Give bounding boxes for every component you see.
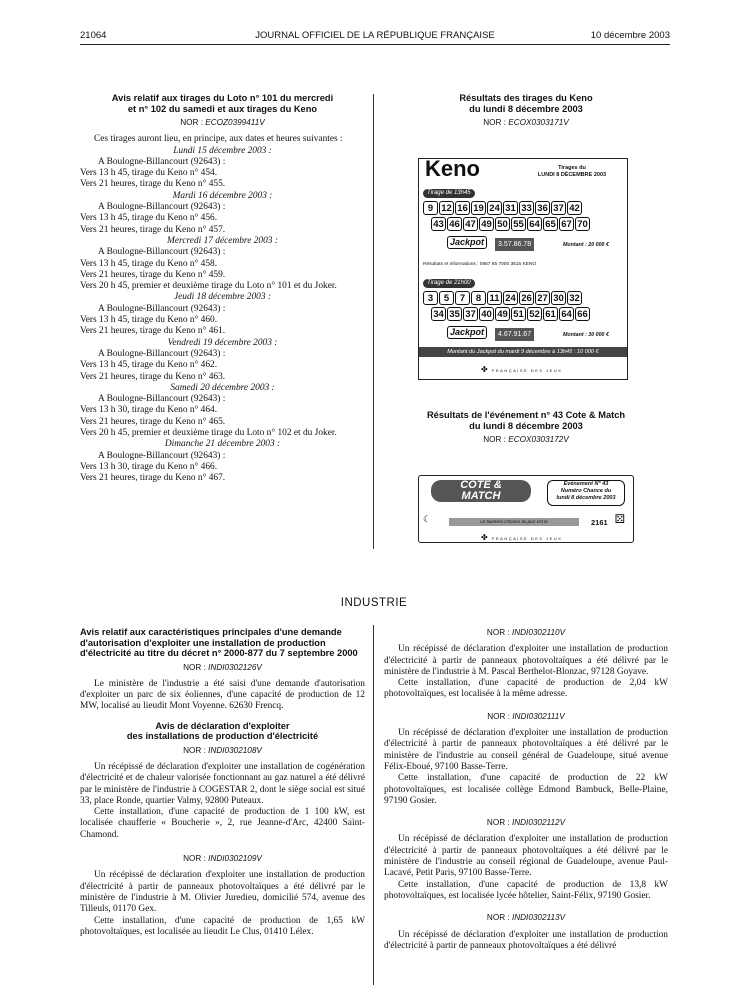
- b2-p1: Un récépissé de déclaration d'exploiter une installation de production d'électricité à partir de panneaux photovoltaïques a été délivré par le ministère de l'industrie au conseil général de Guadeloupe, situé avenue Félix-Eboué, 97100 Basse-Terre.: [384, 728, 668, 772]
- loto-nor: NOR : ECOZ0399411V: [180, 118, 265, 127]
- issue-date: 10 décembre 2003: [590, 30, 670, 41]
- a3-nor: NOR : INDI0302109V: [183, 854, 262, 864]
- keno-nor: NOR : ECOX0303171V: [483, 118, 569, 127]
- keno-number: 40: [479, 307, 494, 321]
- a3-p2: Cette installation, d'une capacité de production de 1,65 kW photovoltaïques, est localisée au lieudit Le Clus, 01410 Lélex.: [80, 915, 365, 937]
- keno-number: 70: [575, 217, 590, 231]
- keno-number: 33: [519, 201, 534, 215]
- dice-icon: ⚄: [614, 512, 625, 526]
- keno-number: 50: [495, 217, 510, 231]
- keno-number: 35: [447, 307, 462, 321]
- clover-icon: ✤: [481, 365, 490, 374]
- keno-number: 64: [559, 307, 574, 321]
- schedule-line: A Boulogne-Billancourt (92643) :: [98, 202, 226, 213]
- schedule-date: Jeudi 18 décembre 2003 :: [173, 292, 271, 303]
- schedule-line: A Boulogne-Billancourt (92643) :: [98, 303, 226, 314]
- schedule-line: A Boulogne-Billancourt (92643) :: [98, 450, 226, 461]
- keno-number: 32: [567, 291, 582, 305]
- keno-number: 31: [503, 201, 518, 215]
- keno-number: 65: [543, 217, 558, 231]
- keno-draw-date: Tirages du LUNDI 8 DÉCEMBRE 2003: [537, 165, 607, 178]
- keno-number: 47: [463, 217, 478, 231]
- loto-schedule: [80, 146, 365, 485]
- keno-number: 8: [471, 291, 486, 305]
- cote-title: Résultats de l'événement n° 43 Cote & Match du lundi 8 décembre 2003: [426, 410, 626, 431]
- cote-event-box: Événement N° 43 Numéro Chance du lundi 8 décembre 2003: [547, 480, 625, 506]
- a2-p1: Un récépissé de déclaration d'exploiter une installation de cogénération d'électricité et de chaleur valorisée fonctionnant au gaz naturel a été délivré par le ministère de l'industrie à COGESTAR 2, dont le siège social est situé 33, place Ronde, quartier Valmy, 92800 Puteaux.: [80, 761, 365, 806]
- keno-number: 64: [527, 217, 542, 231]
- clover-icon: ✤: [481, 533, 490, 542]
- schedule-line: Vers 21 heures, tirage du Keno n° 459.: [80, 269, 226, 280]
- schedule-line: A Boulogne-Billancourt (92643) :: [98, 394, 226, 405]
- loto-intro: Ces tirages auront lieu, en principe, aux dates et heures suivantes :: [94, 134, 343, 145]
- keno-number: 26: [519, 291, 534, 305]
- schedule-line: Vers 21 heures, tirage du Keno n° 461.: [80, 326, 226, 337]
- keno-number: 5: [439, 291, 454, 305]
- keno-number: 37: [551, 201, 566, 215]
- a2-title: Avis de déclaration d'exploiter des installations de production d'électricité: [126, 720, 319, 742]
- keno-number: 52: [527, 307, 542, 321]
- schedule-line: A Boulogne-Billancourt (92643) :: [98, 156, 226, 167]
- b4-p1: Un récépissé de déclaration d'exploiter une installation de production d'électricité à partir de panneaux photovoltaïques a été délivré: [384, 929, 668, 951]
- journal-title: JOURNAL OFFICIEL DE LA RÉPUBLIQUE FRANÇAISE: [255, 30, 495, 41]
- keno-number: 24: [487, 201, 502, 215]
- fdj-label: ✤ FRANÇAISE DES JEUX: [481, 365, 563, 374]
- draw1-jackpot-label: Jackpot: [447, 236, 487, 249]
- draw1-numbers-row1: [423, 201, 582, 215]
- keno-number: 12: [439, 201, 454, 215]
- page-number: 21064: [80, 30, 107, 41]
- section-title: INDUSTRIE: [340, 597, 408, 609]
- schedule-line: Vers 20 h 45, premier et deuxième tirage du Loto n° 102 et du Joker.: [80, 428, 337, 439]
- a2-p2: Cette installation, d'une capacité de production de 1 100 kW, est localisée chaufferie « Boucherie », 2, rue Jeanne-d'Arc, 42400 Saint-Chamond.: [80, 807, 365, 840]
- loto-title: Avis relatif aux tirages du Loto n° 101 du mercredi et n° 102 du samedi et aux tirages du Keno: [111, 93, 334, 114]
- cote-chance-row: Le Numéro Chance du jour est le: [449, 518, 579, 526]
- keno-number: 16: [455, 201, 470, 215]
- industrie-left: [80, 627, 365, 938]
- cote-ticket: [418, 475, 634, 543]
- draw1-jackpot-number: 3.57.86.78: [495, 238, 534, 251]
- keno-number: 49: [495, 307, 510, 321]
- schedule-line: Vers 13 h 45, tirage du Keno n° 458.: [80, 258, 218, 269]
- keno-number: 11: [487, 291, 502, 305]
- draw1-numbers-row2: [431, 217, 590, 231]
- cote-nor: NOR : ECOX0303172V: [483, 435, 569, 444]
- keno-number: 43: [431, 217, 446, 231]
- keno-number: 61: [543, 307, 558, 321]
- b3-p1: Un récépissé de déclaration d'exploiter une installation de production d'électricité à partir de panneaux photovoltaïques a été délivré par le ministère de l'industrie au conseil régional de Guadeloupe, avenue Paul-Lacavé, Petit Paris, 97100 Basse-Terre.: [384, 834, 668, 879]
- schedule-line: Vers 13 h 45, tirage du Keno n° 456.: [80, 213, 218, 224]
- keno-number: 46: [447, 217, 462, 231]
- draw2-numbers-row1: [423, 291, 582, 305]
- keno-number: 30: [551, 291, 566, 305]
- b1-nor: NOR : INDI0302110V: [486, 628, 566, 637]
- schedule-date: Samedi 20 décembre 2003 :: [170, 382, 275, 393]
- a1-text: Le ministère de l'industrie a été saisi d'une demande d'autorisation d'exploiter un parc de six éoliennes, d'une capacité de production de 12 MW, localisé au lieudit Mont Voyenne. 62630 Frencq.: [80, 678, 365, 712]
- cote-chance-number: 2161: [591, 518, 608, 527]
- draw1-montant: Montant : 20 000 €: [563, 242, 609, 248]
- keno-number: 36: [535, 201, 550, 215]
- loto-notice: [80, 93, 365, 485]
- cote-fdj-label: ✤ FRANÇAISE DES JEUX: [481, 533, 563, 542]
- keno-number: 27: [535, 291, 550, 305]
- schedule-line: Vers 21 heures, tirage du Keno n° 467.: [80, 473, 226, 484]
- keno-number: 3: [423, 291, 438, 305]
- keno-results: [384, 93, 668, 134]
- schedule-date: Dimanche 21 décembre 2003 :: [164, 439, 281, 450]
- schedule-line: Vers 21 heures, tirage du Keno n° 457.: [80, 224, 226, 235]
- keno-number: 24: [503, 291, 518, 305]
- b3-nor: NOR : INDI0302112V: [486, 818, 566, 828]
- cote-corner-icon: ☾: [423, 514, 432, 524]
- schedule-line: Vers 20 h 45, premier et deuxième tirage du Loto n° 101 et du Joker.: [80, 281, 337, 292]
- a1-title: Avis relatif aux caractéristiques principales d'une demande d'autorisation d'exploiter une installation de production d'électricité au titre du décret n° 2000-877 du 7 septembre 2000: [80, 627, 358, 658]
- header-rule: [80, 44, 670, 45]
- keno-logo: Keno: [425, 156, 480, 181]
- draw2-label: Tirage de 21h00: [423, 279, 475, 288]
- a3-p1: Un récépissé de déclaration d'exploiter une installation de production d'électricité à partir de panneaux photovoltaïques a été délivré par le ministère de l'industrie à M. Olivier Jurediеu, domicilié 574, avenue des Tilleuls, 01170 Gex.: [80, 870, 365, 915]
- schedule-date: Lundi 15 décembre 2003 :: [173, 145, 272, 156]
- keno-number: 55: [511, 217, 526, 231]
- schedule-line: Vers 13 h 45, tirage du Keno n° 462.: [80, 360, 218, 371]
- schedule-line: Vers 13 h 45, tirage du Keno n° 460.: [80, 315, 218, 326]
- b2-p2: Cette installation, d'une capacité de production de 22 kW photovoltaïques, est localisée collège Edmond Bambuck, Belle-Plaine, 97190 Gosier.: [384, 773, 668, 806]
- schedule-line: Vers 13 h 30, tirage du Keno n° 466.: [80, 461, 218, 472]
- keno-number: 49: [479, 217, 494, 231]
- keno-number: 67: [559, 217, 574, 231]
- keno-info: Résultats et informations : 0867 65 7000 3615 KENO: [423, 262, 537, 267]
- jackpot-band: Montant du Jackpot du mardi 9 décembre à 13h45 : 10 000 €: [419, 347, 627, 357]
- keno-number: 34: [431, 307, 446, 321]
- b4-nor: NOR : INDI0302113V: [486, 913, 566, 923]
- schedule-line: A Boulogne-Billancourt (92643) :: [98, 247, 226, 258]
- schedule-line: Vers 13 h 45, tirage du Keno n° 454.: [80, 168, 218, 179]
- cote-logo: COTE & MATCH: [431, 480, 531, 502]
- draw2-montant: Montant : 30 000 €: [563, 332, 609, 338]
- keno-number: 51: [511, 307, 526, 321]
- page-header: [80, 30, 670, 42]
- b3-p2: Cette installation, d'une capacité de production de 13,8 kW photovoltaïques, est localisée lycée hôtelier, Saint-Félix, 97190 Gosier.: [384, 879, 668, 901]
- a1-nor: NOR : INDI0302126V: [183, 662, 262, 672]
- industrie-right: [384, 627, 668, 952]
- keno-ticket: [418, 158, 628, 380]
- keno-number: 66: [575, 307, 590, 321]
- column-divider: [373, 94, 374, 549]
- draw2-jackpot-number: 4.67.91.67: [495, 328, 534, 341]
- schedule-date: Vendredi 19 décembre 2003 :: [167, 337, 278, 348]
- schedule-line: A Boulogne-Billancourt (92643) :: [98, 348, 226, 359]
- draw2-jackpot-label: Jackpot: [447, 326, 487, 339]
- schedule-line: Vers 21 heures, tirage du Keno n° 455.: [80, 179, 226, 190]
- draw2-numbers-row2: [431, 307, 590, 321]
- b1-p1: Un récépissé de déclaration d'exploiter une installation de production d'électricité à partir de panneaux photovoltaïques a été délivré par le ministère de l'industrie à M. Pascal Berthelot-Blonzac, 97128 Goyave.: [384, 644, 668, 677]
- b2-nor: NOR : INDI0302111V: [487, 711, 565, 721]
- keno-number: 37: [463, 307, 478, 321]
- b1-p2: Cette installation, d'une capacité de production de 2,04 kW photovoltaïques, est localisée à la même adresse.: [384, 678, 668, 700]
- column-divider-2: [373, 625, 374, 985]
- keno-number: 42: [567, 201, 582, 215]
- cote-results: [384, 410, 668, 451]
- keno-title: Résultats des tirages du Keno du lundi 8 décembre 2003: [459, 93, 593, 114]
- schedule-line: Vers 13 h 30, tirage du Keno n° 464.: [80, 405, 218, 416]
- draw1-label: Tirage de 13h45: [423, 189, 475, 198]
- schedule-line: Vers 21 heures, tirage du Keno n° 463.: [80, 371, 226, 382]
- keno-number: 7: [455, 291, 470, 305]
- keno-number: 19: [471, 201, 486, 215]
- a2-nor: NOR : INDI0302108V: [183, 745, 262, 755]
- schedule-date: Mardi 16 décembre 2003 :: [172, 190, 273, 201]
- schedule-line: Vers 21 heures, tirage du Keno n° 465.: [80, 416, 226, 427]
- keno-number: 9: [423, 201, 438, 215]
- schedule-date: Mercredi 17 décembre 2003 :: [167, 235, 278, 246]
